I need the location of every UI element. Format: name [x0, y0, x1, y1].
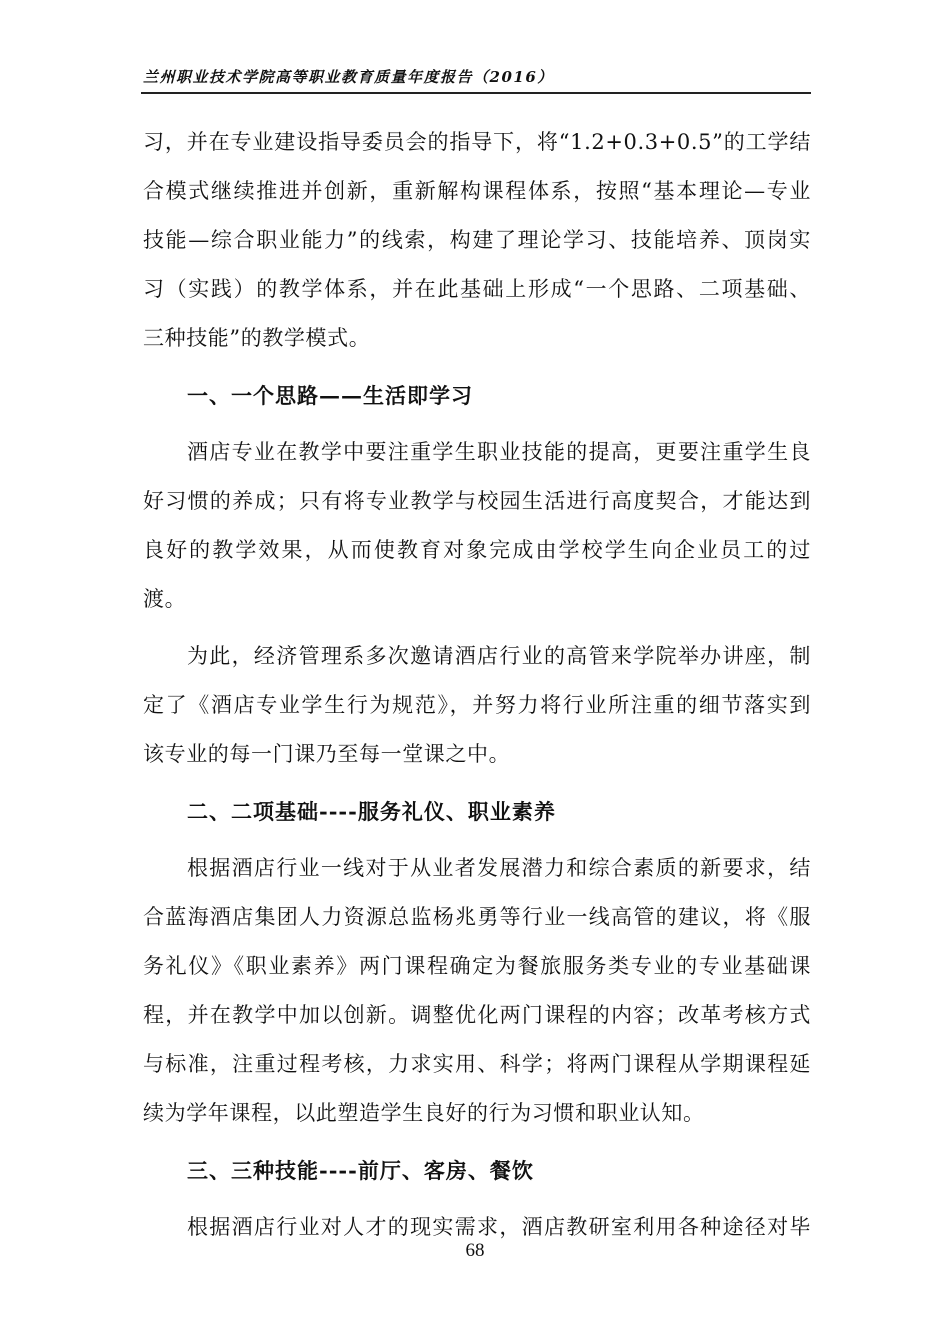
header-divider [141, 92, 811, 94]
paragraph-line: 技能—综合职业能力”的线索，构建了理论学习、技能培养、顶岗实 [143, 228, 811, 252]
paragraph-line: 该专业的每一门课乃至每一堂课之中。 [143, 742, 511, 766]
paragraph-line: 好习惯的养成；只有将专业教学与校园生活进行高度契合，才能达到 [143, 489, 811, 513]
section-heading-2: 二、二项基础----服务礼仪、职业素养 [187, 799, 556, 824]
section-heading-1: 一、一个思路——生活即学习 [187, 383, 473, 408]
paragraph-line: 习，并在专业建设指导委员会的指导下，将“1.2+0.3+0.5”的工学结 [143, 130, 811, 154]
paragraph-line: 程，并在教学中加以创新。调整优化两门课程的内容；改革考核方式 [143, 1003, 811, 1027]
paragraph-line: 定了《酒店专业学生行为规范》，并努力将行业所注重的细节落实到 [143, 693, 811, 717]
paragraph-line: 根据酒店行业对人才的现实需求，酒店教研室利用各种途径对毕 [187, 1215, 811, 1239]
running-header: 兰州职业技术学院高等职业教育质量年度报告（2016） [143, 68, 554, 86]
paragraph-line: 合模式继续推进并创新，重新解构课程体系，按照“基本理论—专业 [143, 179, 811, 203]
paragraph-line: 良好的教学效果，从而使教育对象完成由学校学生向企业员工的过 [143, 538, 811, 562]
paragraph-line: 务礼仪》《职业素养》两门课程确定为餐旅服务类专业的专业基础课 [143, 954, 811, 978]
paragraph-line: 三种技能”的教学模式。 [143, 326, 371, 350]
body-text [143, 118, 811, 1252]
paragraph-line: 与标准，注重过程考核，力求实用、科学；将两门课程从学期课程延 [143, 1052, 811, 1076]
paragraph-line: 渡。 [143, 587, 187, 611]
paragraph-line: 为此，经济管理系多次邀请酒店行业的高管来学院举办讲座，制 [187, 644, 811, 668]
paragraph-line: 续为学年课程，以此塑造学生良好的行为习惯和职业认知。 [143, 1101, 705, 1125]
page-number: 68 [465, 1240, 485, 1261]
paragraph-line: 根据酒店行业一线对于从业者发展潜力和综合素质的新要求，结 [187, 856, 811, 880]
paragraph-line: 合蓝海酒店集团人力资源总监杨兆勇等行业一线高管的建议，将《服 [143, 905, 811, 929]
paragraph-line: 习（实践）的教学体系，并在此基础上形成“一个思路、二项基础、 [143, 277, 811, 301]
section-heading-3: 三、三种技能----前厅、客房、餐饮 [187, 1158, 534, 1183]
paragraph-line: 酒店专业在教学中要注重学生职业技能的提高，更要注重学生良 [187, 440, 811, 464]
